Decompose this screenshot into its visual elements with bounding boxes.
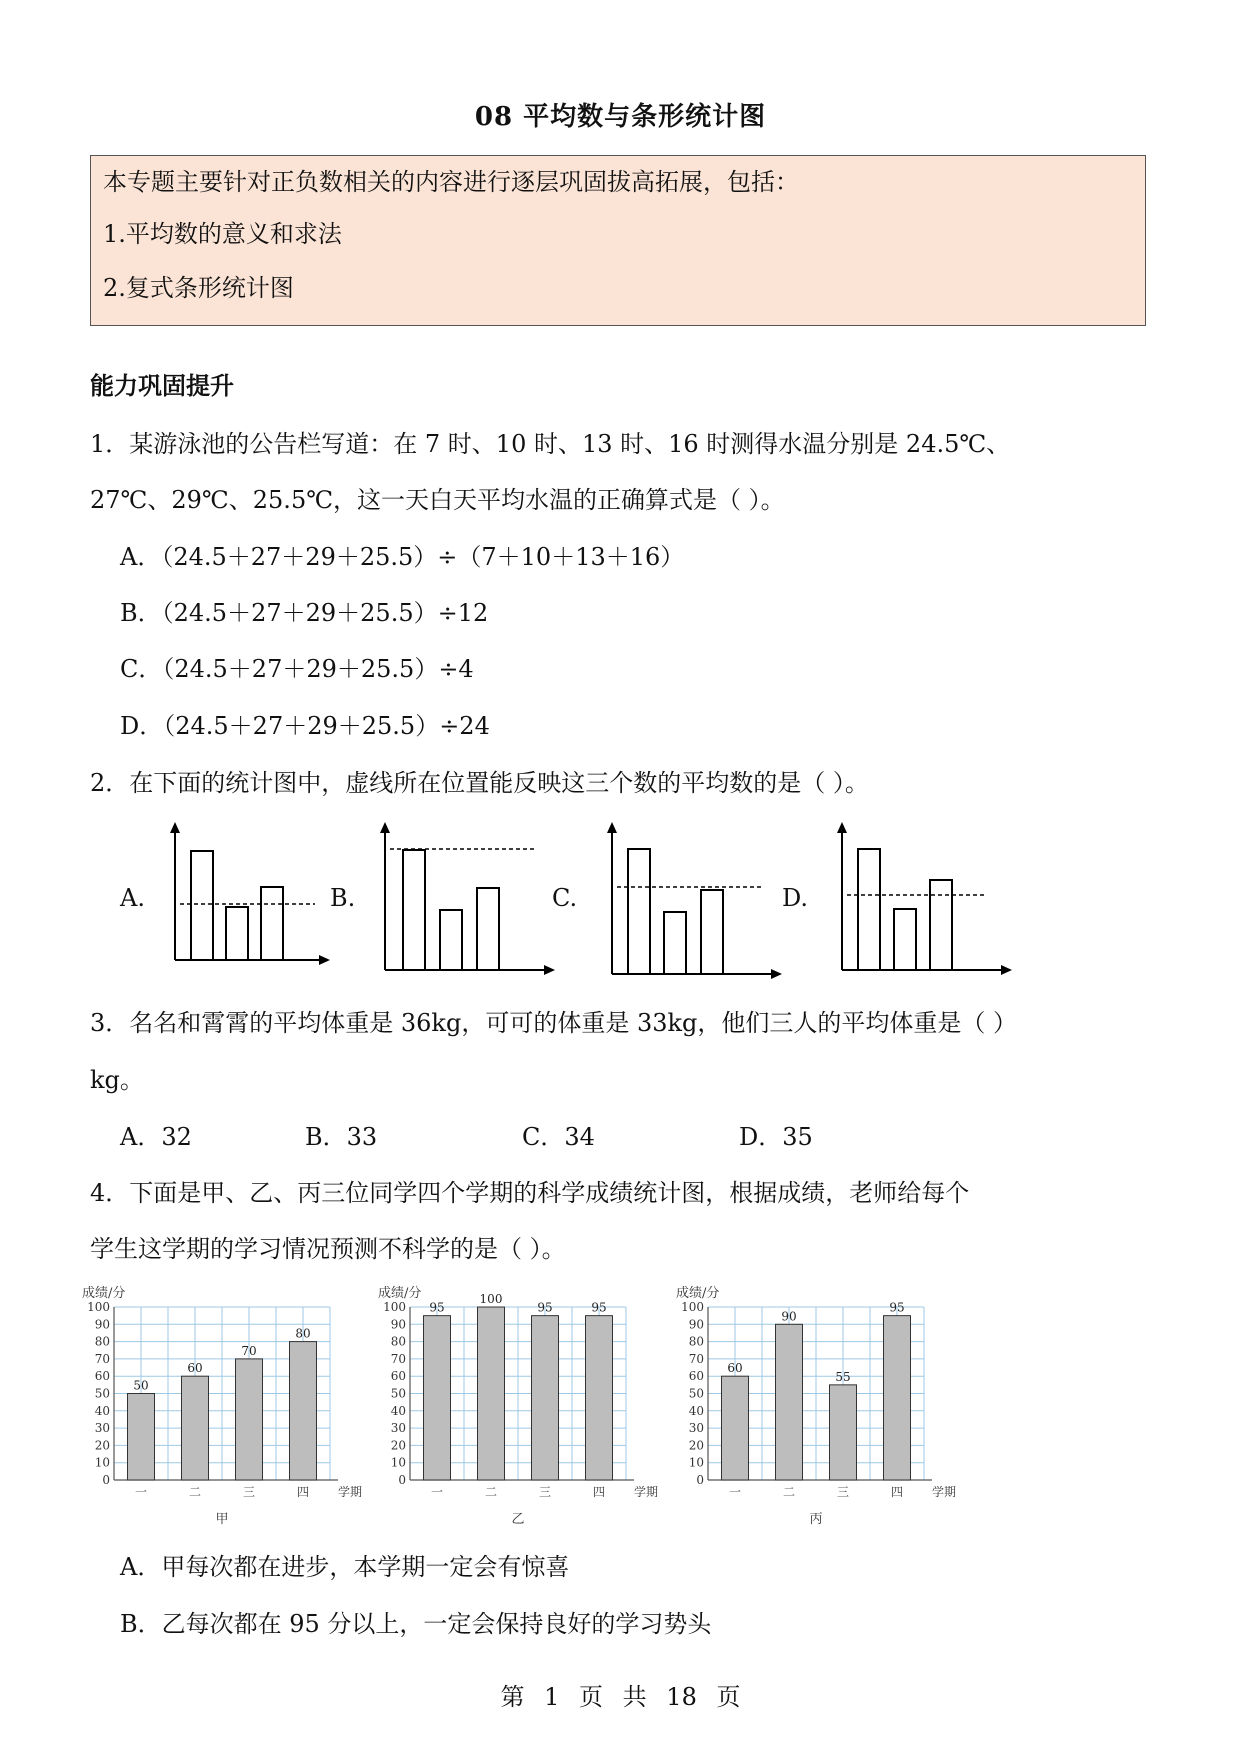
- y-axis-arrow: [380, 822, 390, 833]
- y-tick-label: 30: [688, 1421, 704, 1436]
- y-axis-arrow: [837, 822, 847, 833]
- y-axis-label: 成绩/分: [378, 1286, 422, 1301]
- x-tick-label: 一: [134, 1485, 148, 1499]
- bar-value-label: 95: [429, 1300, 445, 1315]
- intro-line: 1.平均数的意义和求法: [103, 220, 342, 248]
- figure-bar: [191, 851, 213, 960]
- y-tick-label: 40: [688, 1403, 704, 1418]
- section-title: 能力巩固提升: [90, 371, 234, 400]
- intro-line: 本专题主要针对正负数相关的内容进行逐层巩固拔高拓展，包括：: [103, 168, 799, 196]
- y-tick-label: 90: [390, 1317, 406, 1332]
- x-tick-label: 三: [242, 1485, 256, 1499]
- y-axis-label: 成绩/分: [82, 1286, 126, 1301]
- figure-bar: [930, 880, 952, 970]
- x-axis-arrow: [319, 955, 330, 965]
- bar-value-label: 80: [295, 1326, 311, 1341]
- y-tick-label: 50: [94, 1386, 110, 1401]
- q4-text: 4．下面是甲、乙、丙三位同学四个学期的科学成绩统计图，根据成绩，老师给每个: [90, 1179, 970, 1207]
- q4-option-b: B．乙每次都在 95 分以上，一定会保持良好的学习势头: [120, 1610, 712, 1638]
- q1-text: 1．某游泳池的公告栏写道：在 7 时、10 时、13 时、16 时测得水温分别是 24.5℃、: [90, 430, 1011, 458]
- q2-option-a-label: A.: [120, 884, 145, 912]
- q3-option-a: A．32: [120, 1123, 192, 1151]
- chart-title: 乙: [511, 1512, 525, 1527]
- y-tick-label: 70: [94, 1351, 110, 1366]
- figure-bar: [226, 907, 248, 960]
- y-tick-label: 100: [383, 1300, 406, 1314]
- y-tick-label: 40: [390, 1403, 406, 1418]
- x-tick-label: 三: [538, 1485, 552, 1499]
- q2-option-d-label: D.: [782, 884, 809, 912]
- figure-bar: [403, 850, 425, 970]
- x-axis-label: 学期: [338, 1485, 363, 1499]
- y-axis-arrow: [607, 822, 617, 833]
- chart-bar: [586, 1316, 613, 1480]
- y-tick-label: 80: [94, 1334, 110, 1349]
- chart-bar: [884, 1316, 911, 1480]
- chart-title: 丙: [809, 1512, 823, 1527]
- figure-bar: [664, 912, 686, 974]
- x-tick-label: 二: [782, 1485, 796, 1499]
- q3-text: 3．名名和霄霄的平均体重是 36kg，可可的体重是 33kg，他们三人的平均体重是（ ）: [90, 1009, 1018, 1037]
- y-tick-label: 60: [390, 1369, 406, 1384]
- bar-value-label: 55: [835, 1369, 851, 1384]
- q3-option-c: C．34: [522, 1123, 595, 1151]
- y-tick-label: 80: [390, 1334, 406, 1349]
- q1-option-c: C．（24.5＋27＋29＋25.5）÷4: [120, 655, 474, 683]
- y-tick-label: 60: [688, 1369, 704, 1384]
- q2-figure-d: [827, 820, 1017, 978]
- x-tick-label: 四: [296, 1485, 310, 1499]
- q3-text: kg。: [90, 1066, 144, 1094]
- y-tick-label: 100: [681, 1300, 704, 1314]
- x-axis-arrow: [771, 969, 782, 979]
- y-tick-label: 20: [94, 1438, 110, 1453]
- y-tick-label: 10: [688, 1455, 704, 1470]
- q2-option-b-label: B.: [330, 884, 356, 912]
- x-tick-label: 四: [890, 1485, 904, 1499]
- figure-bar: [261, 887, 283, 960]
- x-tick-label: 四: [592, 1485, 606, 1499]
- chart-bar: [478, 1307, 505, 1480]
- chart-bar: [532, 1316, 559, 1480]
- y-tick-label: 0: [696, 1473, 704, 1487]
- y-tick-label: 50: [390, 1386, 406, 1401]
- q2-figure-a: [160, 820, 335, 968]
- figure-bar: [440, 910, 462, 970]
- y-axis-label: 成绩/分: [676, 1286, 720, 1301]
- x-axis-arrow: [1001, 965, 1012, 975]
- bar-value-label: 95: [537, 1300, 553, 1315]
- bar-value-label: 90: [781, 1309, 797, 1324]
- q3-option-d: D．35: [739, 1123, 813, 1151]
- y-tick-label: 60: [94, 1369, 110, 1384]
- bar-value-label: 60: [727, 1361, 743, 1376]
- x-axis-arrow: [544, 965, 555, 975]
- x-tick-label: 二: [188, 1485, 202, 1499]
- chart-bar: [722, 1376, 749, 1480]
- chart-bar: [236, 1359, 263, 1480]
- x-tick-label: 二: [484, 1485, 498, 1499]
- y-tick-label: 20: [390, 1438, 406, 1453]
- chart-bar: [776, 1324, 803, 1480]
- x-axis-label: 学期: [634, 1485, 659, 1499]
- q2-option-c-label: C.: [552, 884, 578, 912]
- q1-text: 27℃、29℃、25.5℃，这一天白天平均水温的正确算式是（ ）。: [90, 486, 785, 514]
- q3-option-b: B．33: [305, 1123, 378, 1151]
- y-tick-label: 70: [688, 1351, 704, 1366]
- y-tick-label: 20: [688, 1438, 704, 1453]
- q1-option-a: A．（24.5＋27＋29＋25.5）÷（7＋10＋13＋16）: [120, 543, 685, 571]
- chart-bar: [128, 1394, 155, 1481]
- q2-figure-c: [597, 820, 787, 982]
- q2-figure-b: [370, 820, 560, 978]
- q4-score-charts: [80, 1280, 960, 1540]
- y-tick-label: 0: [102, 1473, 110, 1487]
- y-tick-label: 30: [94, 1421, 110, 1436]
- y-tick-label: 50: [688, 1386, 704, 1401]
- bar-value-label: 95: [889, 1300, 905, 1315]
- chart-bar: [290, 1342, 317, 1480]
- x-tick-label: 一: [430, 1485, 444, 1499]
- q1-option-b: B．（24.5＋27＋29＋25.5）÷12: [120, 599, 489, 627]
- y-tick-label: 90: [94, 1317, 110, 1332]
- figure-bar: [894, 909, 916, 970]
- bar-value-label: 70: [241, 1343, 257, 1358]
- y-tick-label: 70: [390, 1351, 406, 1366]
- intro-line: 2.复式条形统计图: [103, 274, 294, 302]
- y-tick-label: 0: [398, 1473, 406, 1487]
- y-tick-label: 40: [94, 1403, 110, 1418]
- x-axis-label: 学期: [932, 1485, 957, 1499]
- x-tick-label: 一: [728, 1485, 742, 1499]
- y-tick-label: 90: [688, 1317, 704, 1332]
- q2-text: 2．在下面的统计图中，虚线所在位置能反映这三个数的平均数的是（ ）。: [90, 769, 869, 797]
- figure-bar: [701, 890, 723, 974]
- y-axis-arrow: [170, 822, 180, 833]
- chart-title: 甲: [215, 1512, 229, 1527]
- y-tick-label: 10: [390, 1455, 406, 1470]
- q4-option-a: A．甲每次都在进步，本学期一定会有惊喜: [120, 1553, 570, 1581]
- bar-value-label: 100: [479, 1292, 503, 1306]
- bar-value-label: 50: [133, 1378, 149, 1393]
- intro-box: [90, 155, 1146, 326]
- figure-bar: [477, 888, 499, 970]
- chart-bar: [182, 1376, 209, 1480]
- bar-value-label: 60: [187, 1361, 203, 1376]
- q1-option-d: D．（24.5＋27＋29＋25.5）÷24: [120, 712, 490, 740]
- figure-bar: [858, 849, 880, 970]
- y-tick-label: 100: [87, 1300, 110, 1314]
- x-tick-label: 三: [836, 1485, 850, 1499]
- y-tick-label: 30: [390, 1421, 406, 1436]
- y-tick-label: 10: [94, 1455, 110, 1470]
- chart-bar: [424, 1316, 451, 1480]
- figure-bar: [628, 849, 650, 974]
- page-footer: 第 1 页 共 18 页: [500, 1683, 741, 1711]
- chart-bar: [830, 1385, 857, 1480]
- q4-text: 学生这学期的学习情况预测不科学的是（ ）。: [90, 1235, 566, 1263]
- page-title: 08 平均数与条形统计图: [474, 102, 767, 132]
- bar-value-label: 95: [591, 1300, 607, 1315]
- y-tick-label: 80: [688, 1334, 704, 1349]
